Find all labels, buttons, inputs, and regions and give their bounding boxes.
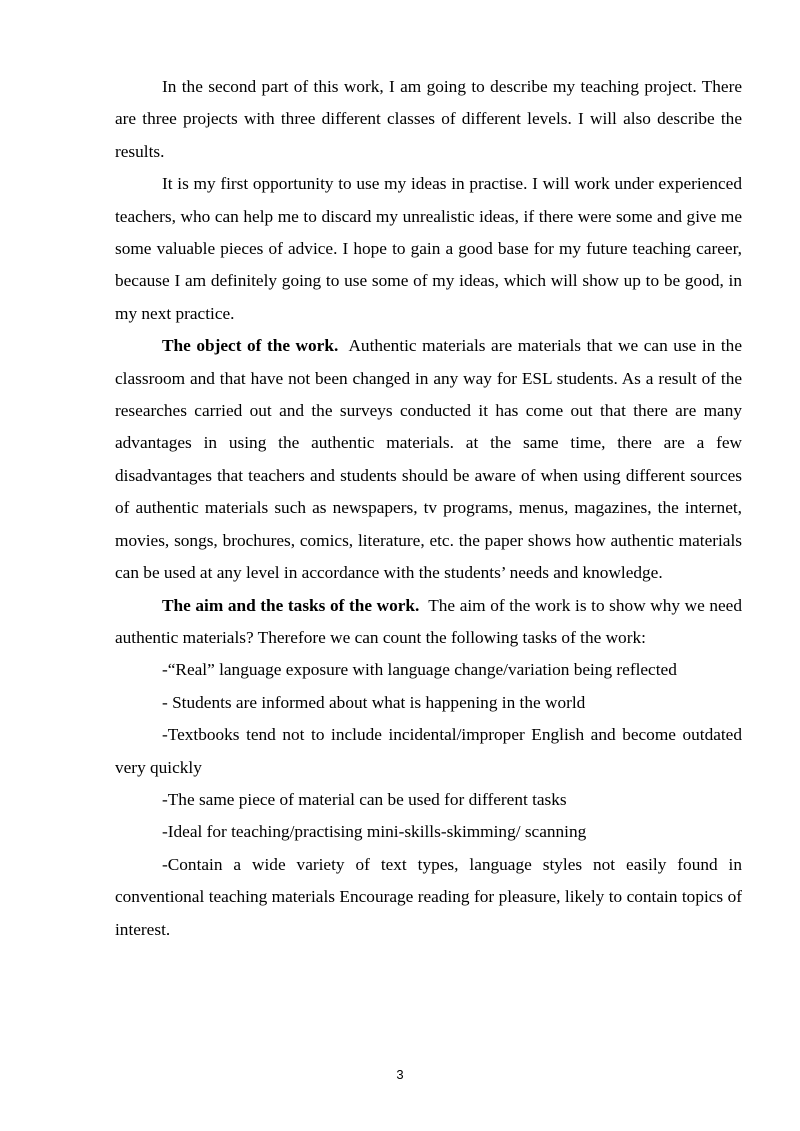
task-item-mini-skills: -Ideal for teaching/practising mini-skills-skimming/ scanning <box>162 822 587 842</box>
task-item-same-material: -The same piece of material can be used for different tasks <box>162 789 567 809</box>
page-number: 3 <box>396 1067 404 1082</box>
object-heading: The object of the work. <box>162 336 339 356</box>
object-text: Authentic materials are materials that we can use in the classroom and that have not been changed in any way for ESL students. As a result of the researches carried out and the surveys conducted it has come out that there are many advantages in using the authentic materials. at the same time, there are a few disadvantages that teachers and students should be aware of when using different sources of authentic materials such as newspapers, tv programs, menus, magazines, the internet, movies, songs, brochures, comics, literature, etc. the paper shows how authentic materials can be used at any level in accordance with the students’ needs and knowledge. <box>115 336 742 583</box>
body-text <box>115 71 742 946</box>
paragraph-opportunity: It is my first opportunity to use my ideas in practise. I will work under experienced teachers, who can help me to discard my unrealistic ideas, if there were some and give me some valuable pieces of advice. I hope to gain a good base for my future teaching career, because I am definitely going to use some of my ideas, which will show up to be good, in my next practice. <box>115 174 742 323</box>
task-item-textbooks-outdated: -Textbooks tend not to include incidental/improper English and become outdated very quickly <box>115 725 742 777</box>
paragraph-intro: In the second part of this work, I am going to describe my teaching project. There are three projects with three different classes of different levels. I will also describe the results. <box>115 77 742 161</box>
task-item-real-language: -“Real” language exposure with language change/variation being reflected <box>162 660 677 680</box>
aim-text: The aim of the work is to show why we need authentic materials? Therefore we can count the following tasks of the work: <box>115 595 742 647</box>
paragraph-object <box>115 330 742 589</box>
paragraph-aim <box>115 590 742 655</box>
task-item-text-types: -Contain a wide variety of text types, language styles not easily found in conventional teaching materials Encourage reading for pleasure, likely to contain topics of interest. <box>115 854 742 939</box>
task-item-students-informed: - Students are informed about what is happening in the world <box>162 692 586 712</box>
aim-heading: The aim and the tasks of the work. <box>162 595 420 615</box>
